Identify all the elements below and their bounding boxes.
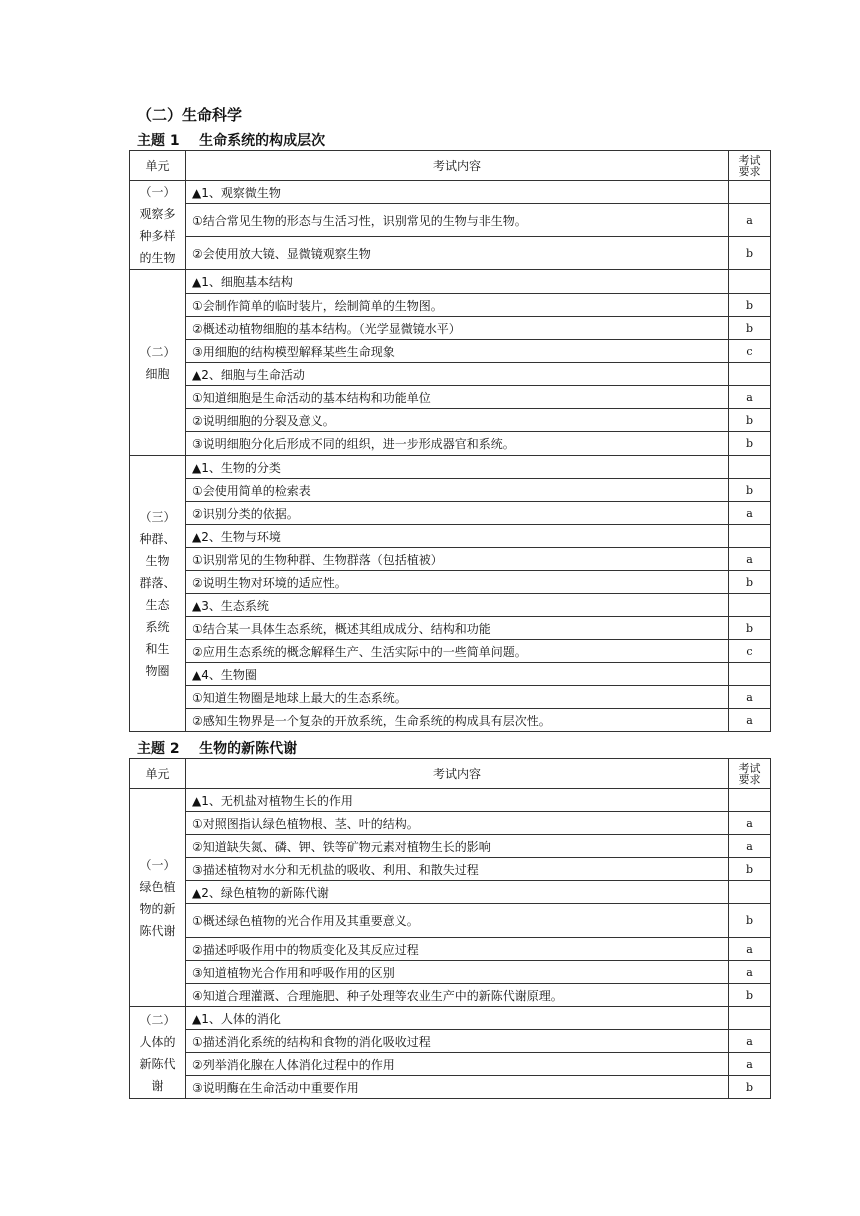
content-cell: ②知道缺失氮、磷、钾、铁等矿物元素对植物生长的影响 — [186, 835, 729, 858]
content-cell: ▲3、生态系统 — [186, 594, 729, 617]
unit-cell — [130, 270, 186, 456]
content-cell: ③描述植物对水分和无机盐的吸收、利用、和散失过程 — [186, 858, 729, 881]
requirement-header-line: 考试 — [738, 761, 761, 775]
content-header: 考试内容 — [186, 151, 729, 181]
requirement-cell: a — [729, 1030, 771, 1053]
exam-content-table — [129, 758, 771, 1099]
content-cell: ①识别常见的生物种群、生物群落（包括植被） — [186, 548, 729, 571]
content-cell: ②识别分类的依据。 — [186, 502, 729, 525]
requirement-cell — [729, 181, 771, 204]
content-cell: ②会使用放大镜、显微镜观察生物 — [186, 237, 729, 270]
content-cell: ②描述呼吸作用中的物质变化及其反应过程 — [186, 938, 729, 961]
requirement-cell: a — [729, 812, 771, 835]
requirement-cell: b — [729, 317, 771, 340]
requirement-cell: a — [729, 938, 771, 961]
requirement-cell: a — [729, 1053, 771, 1076]
content-cell: ②说明细胞的分裂及意义。 — [186, 409, 729, 432]
exam-content-table — [129, 150, 771, 732]
unit-name-line: 生态 — [145, 597, 170, 612]
content-cell: ▲1、无机盐对植物生长的作用 — [186, 789, 729, 812]
requirement-cell: b — [729, 571, 771, 594]
unit-name-line: 人体的 — [139, 1034, 176, 1049]
unit-name-line: 细胞 — [145, 366, 170, 381]
section-title: （二）生命科学 — [137, 106, 243, 124]
table-row — [130, 789, 771, 812]
requirement-cell: c — [729, 640, 771, 663]
table-row — [130, 1076, 771, 1099]
table-row — [130, 1007, 771, 1030]
topic-title: 主题 2 生物的新陈代谢 — [137, 741, 298, 757]
table-row — [130, 237, 771, 270]
unit-name-line: 物圈 — [145, 663, 170, 678]
requirement-cell: a — [729, 204, 771, 237]
requirement-cell: b — [729, 294, 771, 317]
table-row — [130, 181, 771, 204]
unit-name-line: 生物 — [145, 553, 170, 568]
table-row — [130, 204, 771, 237]
unit-name-line: （二） — [139, 1012, 176, 1027]
table-row — [130, 812, 771, 835]
unit-name-line: （一） — [139, 857, 176, 872]
requirement-cell: a — [729, 502, 771, 525]
topic-title: 主题 1 生命系统的构成层次 — [137, 133, 326, 149]
unit-cell — [130, 1007, 186, 1099]
unit-cell — [130, 181, 186, 270]
content-cell: ①对照图指认绿色植物根、茎、叶的结构。 — [186, 812, 729, 835]
requirement-cell: b — [729, 237, 771, 270]
requirement-cell: b — [729, 617, 771, 640]
content-cell: ②感知生物界是一个复杂的开放系统，生命系统的构成具有层次性。 — [186, 709, 729, 732]
table-row — [130, 270, 771, 294]
unit-name-line: 群落、 — [139, 575, 176, 590]
content-cell: ①知道生物圈是地球上最大的生态系统。 — [186, 686, 729, 709]
unit-name-line: （三） — [139, 509, 176, 524]
requirement-cell: a — [729, 686, 771, 709]
table-row — [130, 938, 771, 961]
unit-name-line: 种多样 — [139, 229, 176, 243]
requirement-cell: a — [729, 548, 771, 571]
table-row — [130, 663, 771, 686]
unit-name-line: 观察多 — [139, 207, 176, 221]
table-row — [130, 904, 771, 938]
table-row — [130, 984, 771, 1007]
unit-name-line: （二） — [139, 344, 176, 359]
table-row — [130, 709, 771, 732]
content-cell: ③说明细胞分化后形成不同的组织，进一步形成器官和系统。 — [186, 432, 729, 456]
content-cell: ▲1、人体的消化 — [186, 1007, 729, 1030]
table-row — [130, 294, 771, 317]
requirement-cell — [729, 881, 771, 904]
content-cell: ②列举消化腺在人体消化过程中的作用 — [186, 1053, 729, 1076]
requirement-cell: b — [729, 904, 771, 938]
table-row — [130, 525, 771, 548]
requirement-cell — [729, 663, 771, 686]
requirement-cell — [729, 1007, 771, 1030]
table-row — [130, 640, 771, 663]
content-cell: ①知道细胞是生命活动的基本结构和功能单位 — [186, 386, 729, 409]
unit-header: 单元 — [130, 151, 186, 181]
requirement-cell: a — [729, 835, 771, 858]
content-cell: ①描述消化系统的结构和食物的消化吸收过程 — [186, 1030, 729, 1053]
table-row — [130, 456, 771, 479]
unit-name-line: 和生 — [145, 641, 170, 656]
requirement-header-line: 要求 — [738, 772, 761, 786]
requirement-cell: c — [729, 340, 771, 363]
table-row — [130, 386, 771, 409]
content-cell: ②说明生物对环境的适应性。 — [186, 571, 729, 594]
content-cell: ③知道植物光合作用和呼吸作用的区别 — [186, 961, 729, 984]
requirement-header — [729, 151, 771, 181]
content-cell: ▲1、生物的分类 — [186, 456, 729, 479]
table-row — [130, 686, 771, 709]
unit-name-line: 陈代谢 — [139, 923, 176, 938]
table-row — [130, 881, 771, 904]
requirement-cell: b — [729, 1076, 771, 1099]
unit-name-line: 谢 — [151, 1078, 164, 1093]
content-header: 考试内容 — [186, 759, 729, 789]
requirement-cell — [729, 456, 771, 479]
content-cell: ▲2、细胞与生命活动 — [186, 363, 729, 386]
table-row — [130, 502, 771, 525]
content-cell: ③用细胞的结构模型解释某些生命现象 — [186, 340, 729, 363]
requirement-cell — [729, 594, 771, 617]
requirement-cell: b — [729, 858, 771, 881]
requirement-cell: b — [729, 432, 771, 456]
content-cell: ①概述绿色植物的光合作用及其重要意义。 — [186, 904, 729, 938]
content-cell: ③说明酶在生命活动中重要作用 — [186, 1076, 729, 1099]
content-cell: ①会使用简单的检索表 — [186, 479, 729, 502]
table-row — [130, 835, 771, 858]
unit-cell — [130, 789, 186, 1007]
content-cell: ▲1、观察微生物 — [186, 181, 729, 204]
table-row — [130, 1030, 771, 1053]
unit-name-line: 物的新 — [139, 901, 176, 916]
requirement-header — [729, 759, 771, 789]
unit-header: 单元 — [130, 759, 186, 789]
table-row — [130, 1053, 771, 1076]
table-row — [130, 317, 771, 340]
table-header-row — [130, 759, 771, 789]
unit-name-line: 新陈代 — [139, 1056, 176, 1071]
requirement-cell: a — [729, 386, 771, 409]
requirement-header-line: 要求 — [738, 164, 761, 178]
requirement-header-line: 考试 — [738, 153, 761, 167]
content-cell: ①结合某一具体生态系统，概述其组成成分、结构和功能 — [186, 617, 729, 640]
table-row — [130, 858, 771, 881]
table-row — [130, 961, 771, 984]
requirement-cell: a — [729, 961, 771, 984]
unit-name-line: 的生物 — [139, 251, 176, 265]
requirement-cell: a — [729, 709, 771, 732]
table-row — [130, 617, 771, 640]
unit-name-line: 种群、 — [139, 531, 176, 546]
unit-name-line: 绿色植 — [139, 879, 176, 894]
table-row — [130, 363, 771, 386]
table-row — [130, 548, 771, 571]
content-cell: ▲4、生物圈 — [186, 663, 729, 686]
unit-name-line: 系统 — [145, 619, 170, 634]
requirement-cell — [729, 270, 771, 294]
content-cell: ②概述动植物细胞的基本结构。（光学显微镜水平） — [186, 317, 729, 340]
requirement-cell — [729, 525, 771, 548]
table-row — [130, 409, 771, 432]
content-cell: ②应用生态系统的概念解释生产、生活实际中的一些简单问题。 — [186, 640, 729, 663]
content-cell: ▲2、生物与环境 — [186, 525, 729, 548]
content-cell: ①结合常见生物的形态与生活习性，识别常见的生物与非生物。 — [186, 204, 729, 237]
table-row — [130, 571, 771, 594]
requirement-cell — [729, 789, 771, 812]
content-cell: ①会制作简单的临时装片，绘制简单的生物图。 — [186, 294, 729, 317]
requirement-cell: b — [729, 479, 771, 502]
content-cell: ▲2、绿色植物的新陈代谢 — [186, 881, 729, 904]
unit-name-line: （一） — [139, 185, 176, 199]
requirement-cell — [729, 363, 771, 386]
content-cell: ▲1、细胞基本结构 — [186, 270, 729, 294]
requirement-cell: b — [729, 409, 771, 432]
table-row — [130, 340, 771, 363]
table-header-row — [130, 151, 771, 181]
table-row — [130, 594, 771, 617]
table-row — [130, 432, 771, 456]
unit-cell — [130, 456, 186, 732]
content-cell: ④知道合理灌溉、合理施肥、种子处理等农业生产中的新陈代谢原理。 — [186, 984, 729, 1007]
table-row — [130, 479, 771, 502]
requirement-cell: b — [729, 984, 771, 1007]
